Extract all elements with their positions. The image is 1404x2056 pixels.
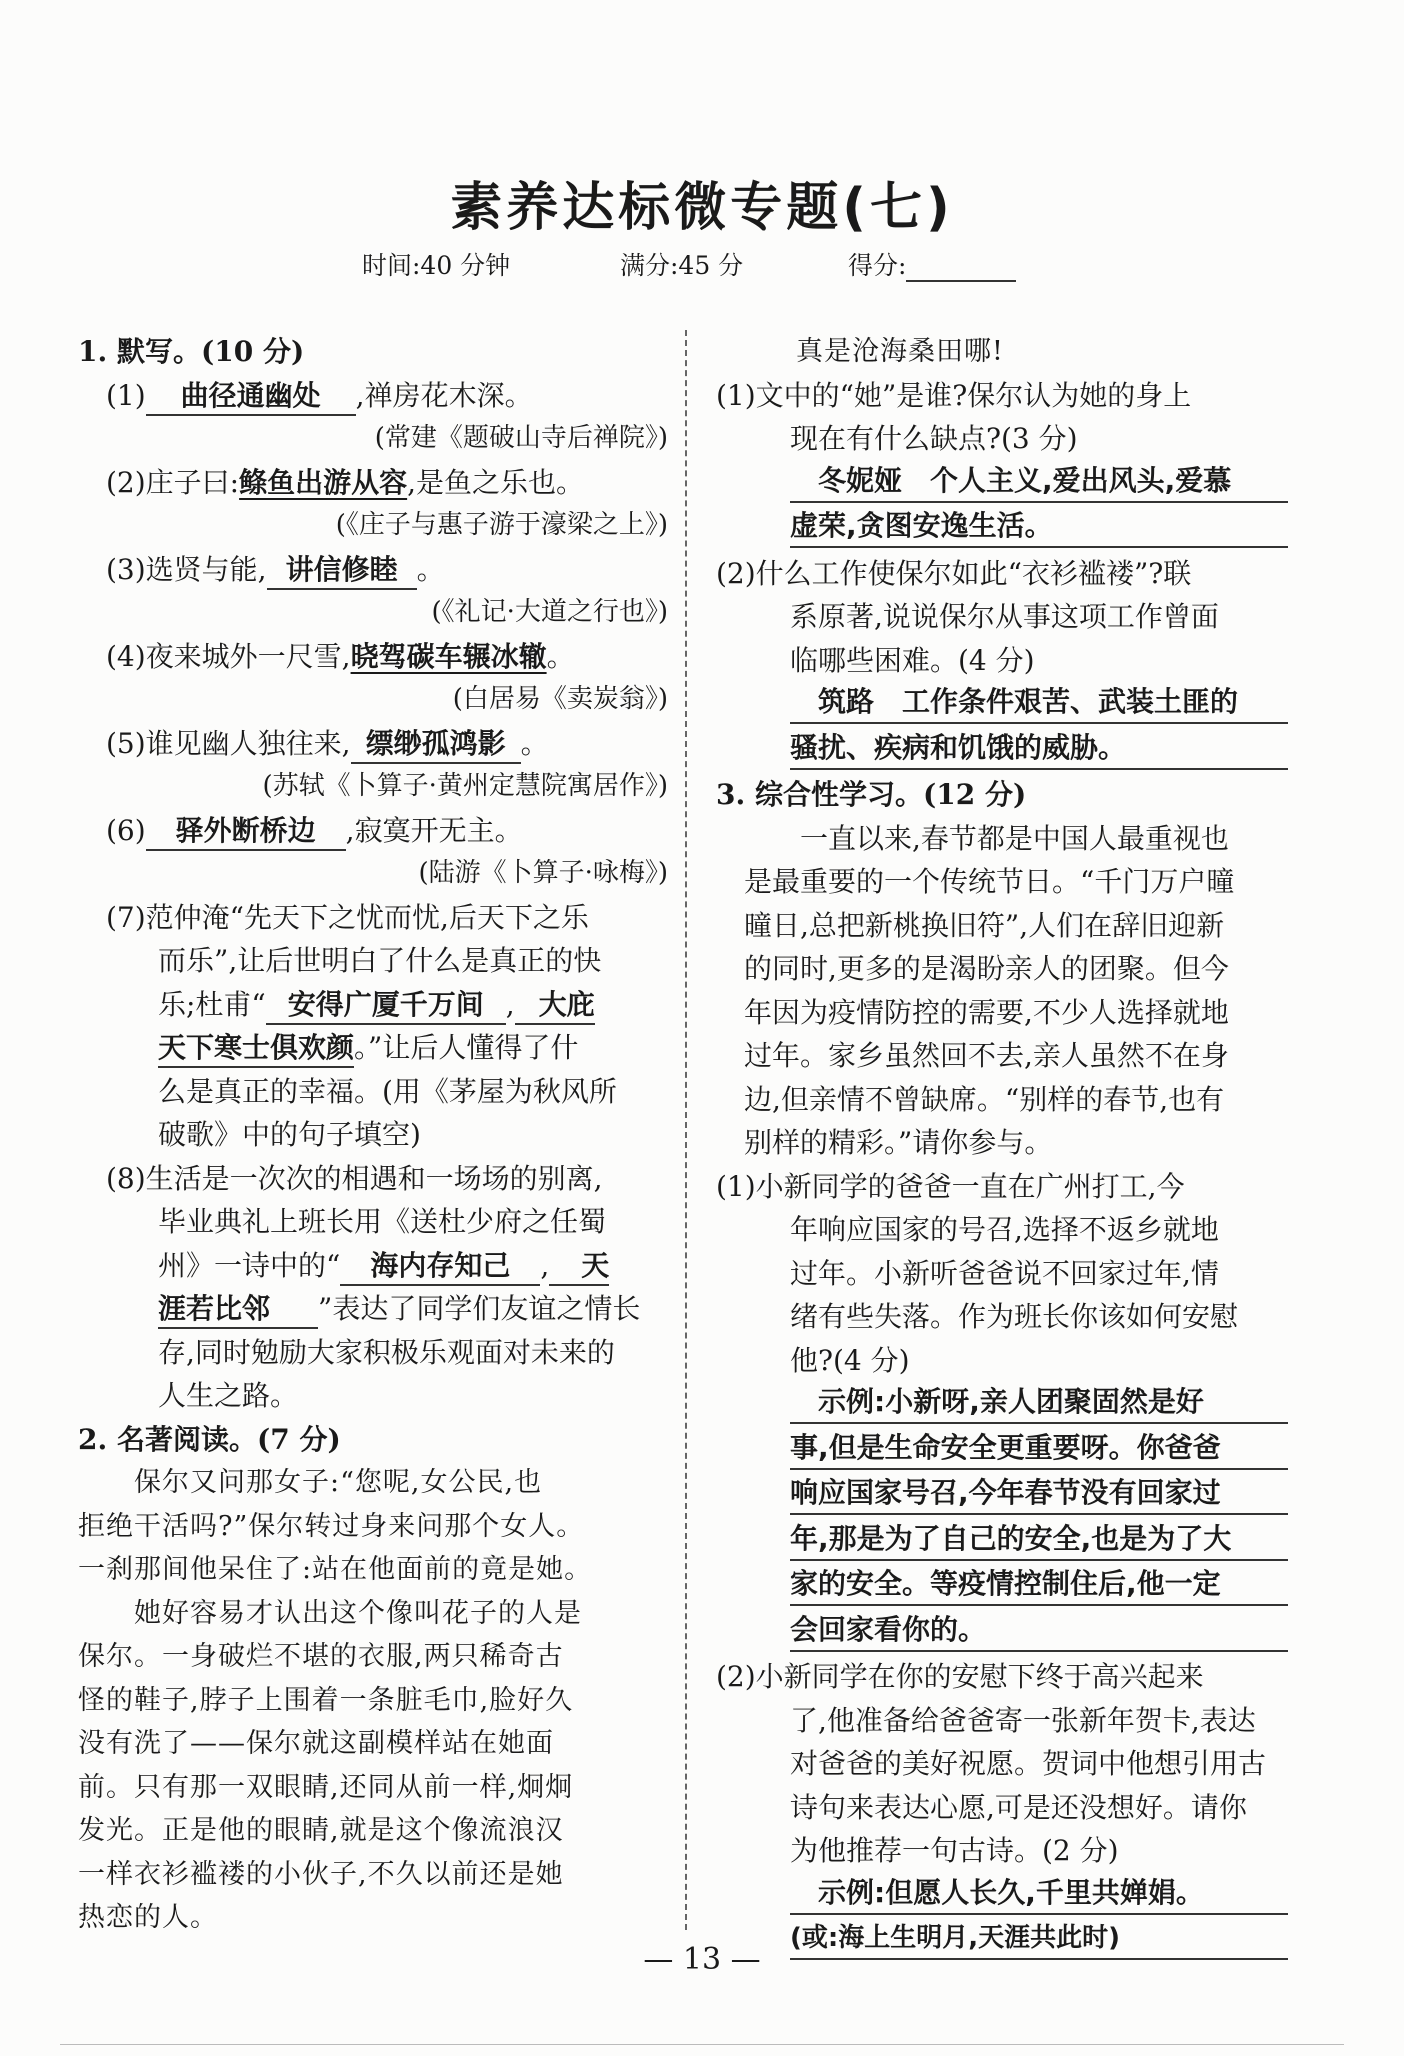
answer-line: 筑路 工作条件艰苦、武装土匪的 [790,682,1288,724]
item-text: 。 [546,639,575,673]
answer-line: 事,但是生命安全更重要呀。你爸爸 [790,1428,1288,1470]
answer-blank: 天下寒士俱欢颜 [158,1030,354,1068]
page-number: — 13 — [643,1942,761,1977]
passage-line: 前。只有那一双眼睛,还同从前一样,炯炯 [78,1771,574,1803]
item-text: (8)生活是一次次的相遇和一场场的别离, [106,1161,603,1195]
item-text: 。 [416,552,445,586]
question-text: (1)小新同学的爸爸一直在广州打工,今 [716,1169,1185,1203]
item-text: 。 [520,726,549,760]
answer-blank: 海内存知己 [340,1248,540,1286]
q1-item-1 [78,374,668,461]
full-score: 满分:45 分 [620,251,744,280]
q2-sub-2 [716,552,1288,770]
passage-line: 怪的鞋子,脖子上围着一条脏毛巾,脸好久 [78,1684,574,1716]
answer-line: 会回家看你的。 [790,1610,1288,1652]
q3-sub-2 [716,1655,1288,1960]
bottom-rule [60,2044,1344,2045]
answer-line: 虚荣,贪图安逸生活。 [790,506,1288,548]
question-text: (2)什么工作使保尔如此“衣衫褴褛”?联 [716,556,1192,590]
question-text: 系原著,说说保尔从事这项工作曾面 [790,600,1219,633]
item-text: 人生之路。 [158,1379,299,1412]
item-text: 乐;杜甫“ [158,987,266,1021]
q1-item-3 [78,548,668,635]
passage-line: 曈日,总把新桃换旧符”,人们在辞旧迎新 [744,908,1225,942]
source-citation: (《庄子与惠子游于濠梁之上》) [335,510,668,540]
page-title: 素养达标微专题(七) [450,178,954,238]
q1-heading: 1. 默写。(10 分) [78,335,305,368]
answer-blank: 驿外断桥边 [146,813,346,851]
item-text: (4)夜来城外一尺雪, [106,639,351,673]
passage-line: 保尔。一身破烂不堪的衣服,两只稀奇古 [78,1641,564,1672]
answer-block [716,461,1288,549]
answer-line: 冬妮娅 个人主义,爱出风头,爱慕 [790,461,1288,503]
q1-item-2 [78,461,668,548]
score-blank[interactable] [906,254,1016,282]
source-citation: (《礼记·大道之行也》) [431,597,668,627]
answer-line: 骚扰、疾病和饥饿的威胁。 [790,728,1288,770]
answer-blank: 大庇 [515,987,595,1025]
answer-line: 响应国家号召,今年春节没有回家过 [790,1473,1288,1515]
source-citation: (苏轼《卜算子·黄州定慧院寓居作》) [262,771,668,801]
score-field[interactable] [848,246,1016,282]
question-text: 了,他准备给爸爸寄一张新年贺卡,表达 [790,1703,1256,1737]
answer-blank: 讲信修睦 [267,552,417,590]
answer-blank: 曲径通幽处 [146,378,356,416]
passage-line: 拒绝干活吗?”保尔转过身来问那个女人。 [78,1510,585,1542]
passage-line: 年因为疫情防控的需要,不少人选择就地 [744,995,1229,1029]
answer-blank: 安得广厦千万间 [266,987,506,1025]
passage-line: 的同时,更多的是渴盼亲人的团聚。但今 [744,952,1229,985]
answer-line: 年,那是为了自己的安全,也是为了大 [790,1519,1288,1561]
item-text: 存,同时勉励大家积极乐观面对未来的 [158,1335,615,1369]
passage-line: 是最重要的一个传统节日。“千门万户曈 [744,865,1235,898]
answer-line: 家的安全。等疫情控制住后,他一定 [790,1564,1288,1606]
answer-line: 示例:但愿人长久,千里共婵娟。 [790,1873,1288,1915]
question-text: 为他推荐一句古诗。(2 分) [790,1834,1119,1867]
passage-line: 她好容易才认出这个像叫花子的人是 [134,1597,582,1629]
passage-line: 一样衣衫褴褛的小伙子,不久以前还是她 [78,1858,564,1890]
left-column [78,330,668,1940]
q1-item-8 [78,1157,668,1418]
answer-block [716,682,1288,770]
q1-item-4 [78,635,668,722]
source-citation: (常建《题破山寺后禅院》) [374,423,668,453]
answer-block [716,1382,1288,1652]
question-text: 过年。小新听爸爸说不回家过年,情 [790,1256,1219,1290]
q2-sub-1 [716,374,1288,549]
item-text: , [505,987,515,1021]
item-text: 而乐”,让后世明白了什么是真正的快 [158,944,602,977]
item-text: (2)庄子曰: [106,465,240,499]
question-text: (1)文中的“她”是谁?保尔认为她的身上 [716,378,1192,412]
answer-blank: 天 [549,1248,609,1286]
passage-line: 过年。家乡虽然回不去,亲人虽然不在身 [744,1039,1229,1072]
item-text: ,寂寞开无主。 [345,813,523,847]
item-text: ,禅房花木深。 [355,378,533,412]
q1-item-5 [78,722,668,809]
item-text: (3)选贤与能, [106,552,267,586]
question-text: 现在有什么缺点?(3 分) [790,422,1078,455]
question-text: 对爸爸的美好祝愿。贺词中他想引用古 [790,1747,1267,1780]
item-number: (6) [106,813,146,847]
q2-heading: 2. 名著阅读。(7 分) [78,1422,341,1456]
passage-line: 一直以来,春节都是中国人最重视也 [800,821,1229,855]
passage-line: 一刹那间他呆住了:站在他面前的竟是她。 [78,1554,593,1585]
time-limit: 时间:40 分钟 [362,251,511,280]
passage-line: 真是沧海桑田哪! [796,336,1004,367]
passage-line: 别样的精彩。”请你参与。 [744,1126,1053,1159]
source-citation: (白居易《卖炭翁》) [452,684,668,714]
question-text: 年响应国家的号召,选择不返乡就地 [790,1213,1219,1246]
answer-blank: 缥缈孤鸿影 [351,726,521,764]
question-text: (2)小新同学在你的安慰下终于高兴起来 [716,1660,1204,1693]
item-text: (7)范仲淹“先天下之忧而忧,后天下之乐 [106,900,589,934]
question-text: 临哪些困难。(4 分) [790,643,1035,677]
source-citation: (陆游《卜算子·咏梅》) [418,858,668,888]
passage-line: 热恋的人。 [78,1902,218,1933]
passage-line: 发光。正是他的眼睛,就是这个像流浪汉 [78,1815,564,1846]
passage-line: 边,但亲情不曾缺席。“别样的春节,也有 [744,1082,1225,1116]
exam-meta [0,246,1404,286]
q2-passage [78,1461,668,1940]
passage-line: 没有洗了——保尔就这副模样站在她面 [78,1728,554,1759]
item-text: (5)谁见幽人独往来, [106,726,351,760]
item-text: 。”让后人懂得了什 [354,1031,579,1064]
score-label: 得分: [848,251,907,280]
item-text: ”表达了同学们友谊之情长 [318,1292,641,1325]
q3-sub-1 [716,1165,1288,1652]
item-text: , [540,1248,550,1282]
item-text: ,是鱼之乐也。 [407,465,585,499]
q3-passage [716,817,1288,1165]
item-text: 州》一诗中的“ [158,1248,341,1282]
q1-item-7 [78,896,668,1157]
answer-text: 晓驾碳车辗冰辙 [350,639,547,673]
q1-item-6 [78,809,668,896]
alternate-answer: (或:海上生明月,天涯共此时) [790,1918,1288,1960]
q3-heading: 3. 综合性学习。(12 分) [716,778,1027,811]
passage-line: 保尔又问那女子:“您呢,女公民,也 [134,1467,543,1498]
item-text: 么是真正的幸福。(用《茅屋为秋风所 [158,1074,617,1108]
item-text: 破歌》中的句子填空) [158,1118,421,1151]
item-text: 毕业典礼上班长用《送杜少府之任蜀 [158,1205,607,1238]
answer-blank: 涯若比邻 [158,1291,318,1329]
answer-text: 鲦鱼出游从容 [239,465,408,499]
question-text: 诗句来表达心愿,可是还没想好。请你 [790,1790,1247,1824]
answer-line: 示例:小新呀,亲人团聚固然是好 [790,1382,1288,1424]
item-number: (1) [106,378,146,412]
question-text: 绪有些失落。作为班长你该如何安慰 [790,1300,1239,1333]
right-column [716,330,1288,1960]
question-text: 他?(4 分) [790,1343,910,1377]
column-divider [685,330,687,1930]
